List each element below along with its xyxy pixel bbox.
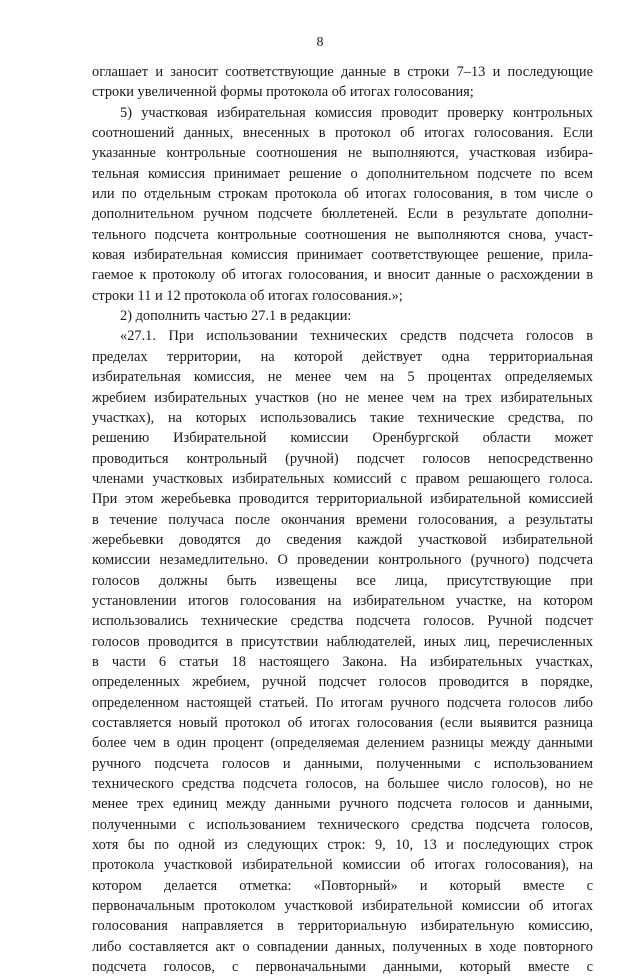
- text-line: соотношений данных, внесенных в протокол об итогах голосования. Если: [92, 125, 593, 142]
- text-line: дополнительном ручном подсчете бюллетеней. Если в результате дополни-: [92, 206, 593, 223]
- text-line: менее трех единиц между данными ручного подсчета голосов и данными,: [92, 796, 593, 813]
- text-line: подсчета голосов, с первоначальными данными, который вместе с: [92, 959, 593, 976]
- text-line: составляется новый протокол об итогах голосования (если выявится разница: [92, 715, 593, 731]
- text-line: При этом жеребьевка проводится территориальной избирательной комиссией: [92, 491, 593, 508]
- text-line: пределах территории, на которой действует одна территориальная: [92, 348, 593, 365]
- text-line: ручного подсчета голосов и данными, полученными с использованием: [92, 755, 593, 772]
- text-line: хотя бы по одной из следующих строк: 9, 10, 13 и последующих строк: [92, 837, 593, 854]
- text-line: в течение получаса после окончания времени голосования, а результаты: [92, 511, 593, 528]
- text-line: ковая избирательная комиссия принимает соответствующее решение, прила-: [92, 247, 593, 264]
- text-line: установлении итогов голосования на избирательном участке, на котором: [92, 592, 593, 609]
- text-line: комиссии незамедлительно. О проведении контрольного (ручного) подсчета: [92, 552, 593, 569]
- text-line: строки увеличенной формы протокола об итогах голосования;: [92, 84, 474, 101]
- text-line: оглашает и заносит соответствующие данные в строки 7–13 и последующие: [92, 64, 593, 80]
- text-line: проводиться контрольный (ручной) подсчет голосов непосредственно: [92, 450, 593, 467]
- text-line: или по отдельным строкам протокола об итогах голосования, в том числе о: [92, 186, 593, 203]
- text-line: строки 11 и 12 протокола об итогах голосования.»;: [92, 287, 403, 304]
- text-line: более чем в один процент (определяемая делением разницы между данными: [92, 735, 593, 752]
- text-line: указанные контрольные соотношения не выполняются, участковая избира-: [92, 145, 593, 162]
- text-line: в части 6 статьи 18 настоящего Закона. На избирательных участках,: [92, 653, 593, 670]
- text-line: решению Избирательной комиссии Оренбургской области может: [92, 430, 593, 447]
- page-number: 8: [316, 35, 324, 50]
- text-line: жребием избирательных участков (но не менее чем на трех избирательных: [92, 389, 593, 406]
- text-line: протокола участковой избирательной комиссии об итогах голосования), на: [92, 857, 593, 874]
- text-line: голосования направляется в территориальную избирательную комиссию,: [92, 918, 593, 935]
- text-line: 2) дополнить частью 27.1 в редакции:: [120, 308, 352, 325]
- text-line: технического средства подсчета голосов, на большее число голосов), но не: [92, 776, 593, 793]
- text-line: тельного подсчета контрольные соотношения не выполняются снова, участ-: [92, 226, 593, 243]
- text-line: гаемое к протоколу об итогах голосования, и вносит данные о расхождении в: [92, 267, 593, 284]
- text-line: котором делается отметка: «Повторный» и который вместе с: [92, 877, 593, 894]
- text-line: полученными с использованием технического средства подсчета голосов,: [92, 816, 593, 833]
- text-line: членами участковых избирательных комиссий с правом решающего голоса.: [92, 470, 593, 487]
- text-line: жеребьевки доводятся до сведения каждой участковой избирательной: [92, 531, 593, 548]
- text-line: либо составляется акт о совпадении данных, полученных в ходе повторного: [92, 938, 593, 955]
- document-body: [92, 62, 593, 977]
- text-line: первоначальным протоколом участковой избирательной комиссии об итогах: [92, 898, 593, 915]
- text-line: избирательная комиссия, не менее чем на 5 процентах определяемых: [92, 369, 593, 386]
- text-line: участках), на которых использовались такие технические средства, по: [92, 409, 593, 426]
- text-line: голосов должны быть извещены все лица, присутствующие при: [92, 572, 593, 589]
- text-line: определенном настоящей статьей. По итогам ручного подсчета голосов либо: [92, 694, 593, 711]
- text-line: голосов проводится в присутствии наблюдателей, иных лиц, перечисленных: [92, 633, 593, 650]
- text-line: использовались технические средства подсчета голосов. Ручной подсчет: [92, 613, 593, 630]
- text-line: 5) участковая избирательная комиссия проводит проверку контрольных: [120, 104, 593, 121]
- text-line: «27.1. При использовании технических средств подсчета голосов в: [120, 328, 593, 345]
- text-line: определенных жребием, ручной подсчет голосов проводится в порядке,: [92, 674, 593, 691]
- text-line: тельная комиссия принимает решение о дополнительном подсчете по всем: [92, 165, 593, 182]
